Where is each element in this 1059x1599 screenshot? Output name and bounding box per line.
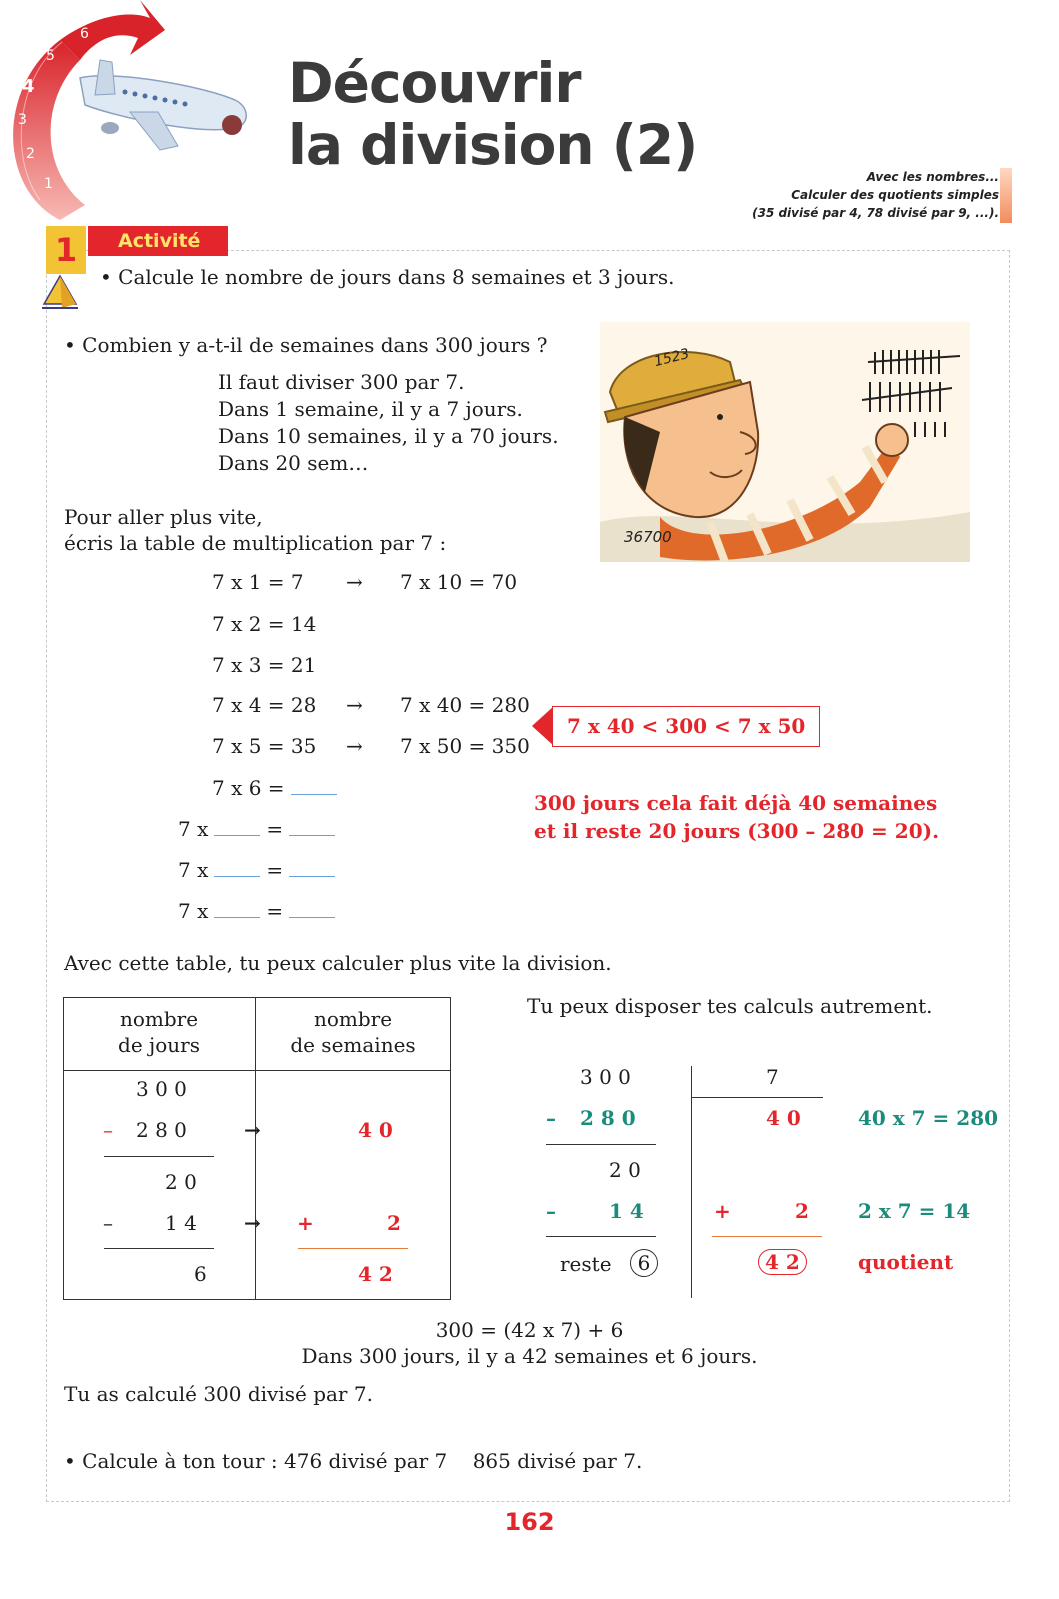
right-arrow-icon: → [244, 1211, 261, 1235]
blank-row-equal: = [266, 858, 284, 882]
table-row-7x6 [212, 775, 343, 802]
weeks-42: 4 2 [358, 1262, 393, 1286]
table-row-7x5: 7 x 5 = 35 [212, 734, 317, 758]
weeks-2: 2 [387, 1211, 401, 1235]
table-row-7x1: 7 x 1 = 7 [212, 570, 304, 594]
addition-rule [298, 1248, 408, 1249]
quotient-label: quotient [858, 1250, 954, 1274]
callout-pointer-icon [532, 706, 554, 746]
step-line-4: Dans 20 sem… [218, 451, 369, 475]
right-arrow-icon: → [346, 570, 363, 594]
step-line-2: Dans 1 semaine, il y a 7 jours. [218, 397, 523, 421]
right-arrow-icon: → [346, 693, 363, 717]
dial-number-4: 4 [22, 76, 35, 97]
days-20: 2 0 [165, 1170, 197, 1194]
table-row-7x4: 7 x 4 = 28 [212, 693, 317, 717]
minus-sign: – [103, 1118, 113, 1142]
dial-number-3: 3 [18, 112, 27, 128]
divisor: 7 [766, 1065, 779, 1089]
calculated-text: Tu as calculé 300 divisé par 7. [64, 1382, 373, 1406]
page-title [288, 52, 697, 176]
quotient-circle: 4 2 [758, 1249, 807, 1275]
partial-quotient-40: 4 0 [766, 1106, 801, 1130]
blank-row-prefix: 7 x [178, 899, 209, 923]
page-title-line-2: la division (2) [288, 113, 698, 177]
dividend: 3 0 0 [580, 1065, 631, 1089]
partial-quotient-2: 2 [795, 1199, 809, 1223]
table-row-7x2: 7 x 2 = 14 [212, 612, 317, 636]
answer-blank[interactable] [289, 858, 335, 877]
question-weeks-days: • Calcule le nombre de jours dans 8 semaines et 3 jours. [100, 265, 675, 289]
division-bar-vertical [691, 1066, 692, 1298]
blank-row-prefix: 7 x [178, 817, 209, 841]
page-title-line-1: Découvrir [288, 51, 581, 115]
minus-sign: – [546, 1199, 556, 1223]
table-row-7x10: 7 x 10 = 70 [400, 570, 518, 594]
blank-row-prefix: 7 x [178, 858, 209, 882]
answer-blank[interactable] [289, 817, 335, 836]
answer-blank[interactable] [291, 776, 337, 795]
remainder-circle: 6 [630, 1249, 658, 1277]
subtraction-rule [104, 1248, 214, 1249]
note-2x7: 2 x 7 = 14 [858, 1199, 971, 1223]
remainder-label: reste [560, 1252, 612, 1276]
subtraction-rule [104, 1156, 214, 1157]
table-row-7x6-text: 7 x 6 = [212, 776, 285, 800]
dial-number-1: 1 [44, 176, 53, 192]
plus-sign: + [297, 1211, 314, 1235]
table-blank-row [178, 898, 341, 925]
objective-line-1: Avec les nombres... [866, 170, 999, 184]
faster-line-1: Pour aller plus vite, [64, 505, 263, 529]
days-remainder-6: 6 [194, 1262, 207, 1286]
step-line-3: Dans 10 semaines, il y a 70 jours. [218, 424, 559, 448]
pyramid-icon [40, 272, 80, 312]
note-40-weeks: 300 jours cela fait déjà 40 semaines [534, 791, 938, 815]
addition-rule [712, 1236, 822, 1237]
table-row-7x3: 7 x 3 = 21 [212, 653, 317, 677]
subtract-280: 2 8 0 [580, 1106, 636, 1130]
note-remaining-20: et il reste 20 jours (300 – 280 = 20). [534, 819, 940, 843]
table-blank-row [178, 816, 341, 843]
right-arrow-icon: → [346, 734, 363, 758]
table-blank-row [178, 857, 341, 884]
inequality-box: 7 x 40 < 300 < 7 x 50 [552, 706, 820, 747]
header-weeks-line-1: nombre [313, 1007, 393, 1031]
subtraction-rule [546, 1236, 656, 1237]
days-300: 3 0 0 [136, 1077, 187, 1101]
exercise-prompt: • Calcule à ton tour : 476 divisé par 7 865 divisé par 7. [64, 1449, 643, 1473]
note-40x7: 40 x 7 = 280 [858, 1106, 999, 1130]
quotient-value [758, 1249, 807, 1276]
blank-row-equal: = [266, 817, 284, 841]
step-line-1: Il faut diviser 300 par 7. [218, 370, 465, 394]
subtraction-rule [546, 1144, 656, 1145]
remainder-20: 2 0 [609, 1158, 641, 1182]
days-280: 2 8 0 [136, 1118, 187, 1142]
header-weeks [255, 1006, 451, 1058]
activity-number: 1 [46, 226, 86, 274]
subtract-14: 1 4 [609, 1199, 644, 1223]
cap-badge-number: 1523 [652, 345, 692, 371]
objective-line-2: Calculer des quotients simples [791, 188, 999, 202]
dial-number-6: 6 [80, 26, 89, 42]
header-weeks-line-2: de semaines [290, 1033, 416, 1057]
dial-number-2: 2 [26, 146, 35, 162]
other-layout-text: Tu peux disposer tes calculs autrement. [527, 994, 933, 1018]
activity-label: Activité [88, 226, 228, 256]
shirt-badge-number: 36700 [624, 528, 672, 546]
remainder-value [630, 1249, 658, 1277]
answer-blank[interactable] [289, 899, 335, 918]
right-arrow-icon: → [244, 1118, 261, 1142]
table-row-7x40: 7 x 40 = 280 [400, 693, 530, 717]
equation-300: 300 = (42 x 7) + 6 [435, 1318, 624, 1342]
faster-line-2: écris la table de multiplication par 7 : [64, 531, 447, 555]
division-bar-horizontal [691, 1097, 823, 1098]
minus-sign: – [546, 1106, 556, 1130]
header-days-line-2: de jours [118, 1033, 200, 1057]
minus-sign: – [103, 1211, 113, 1235]
dial-number-5: 5 [46, 48, 55, 64]
page-number: 162 [504, 1508, 555, 1536]
header-days [63, 1006, 255, 1058]
days-14: 1 4 [165, 1211, 197, 1235]
header-days-line-1: nombre [119, 1007, 199, 1031]
factor-blank[interactable] [214, 899, 260, 918]
plus-sign: + [714, 1199, 731, 1223]
conclusion-sentence: Dans 300 jours, il y a 42 semaines et 6 jours. [301, 1344, 758, 1368]
table-divider-horizontal [63, 1070, 451, 1071]
table-row-7x50: 7 x 50 = 350 [400, 734, 530, 758]
number-dial-arrow-graphic [0, 0, 270, 230]
objective-block [752, 168, 999, 222]
blank-row-equal: = [266, 899, 284, 923]
question-weeks-in-300: • Combien y a-t-il de semaines dans 300 jours ? [64, 333, 548, 357]
objective-accent-bar [1000, 168, 1012, 223]
objective-line-3: (35 divisé par 4, 78 divisé par 9, ...). [752, 206, 999, 220]
factor-blank[interactable] [214, 817, 260, 836]
table-usage-text: Avec cette table, tu peux calculer plus vite la division. [64, 951, 612, 975]
weeks-40: 4 0 [358, 1118, 393, 1142]
factor-blank[interactable] [214, 858, 260, 877]
